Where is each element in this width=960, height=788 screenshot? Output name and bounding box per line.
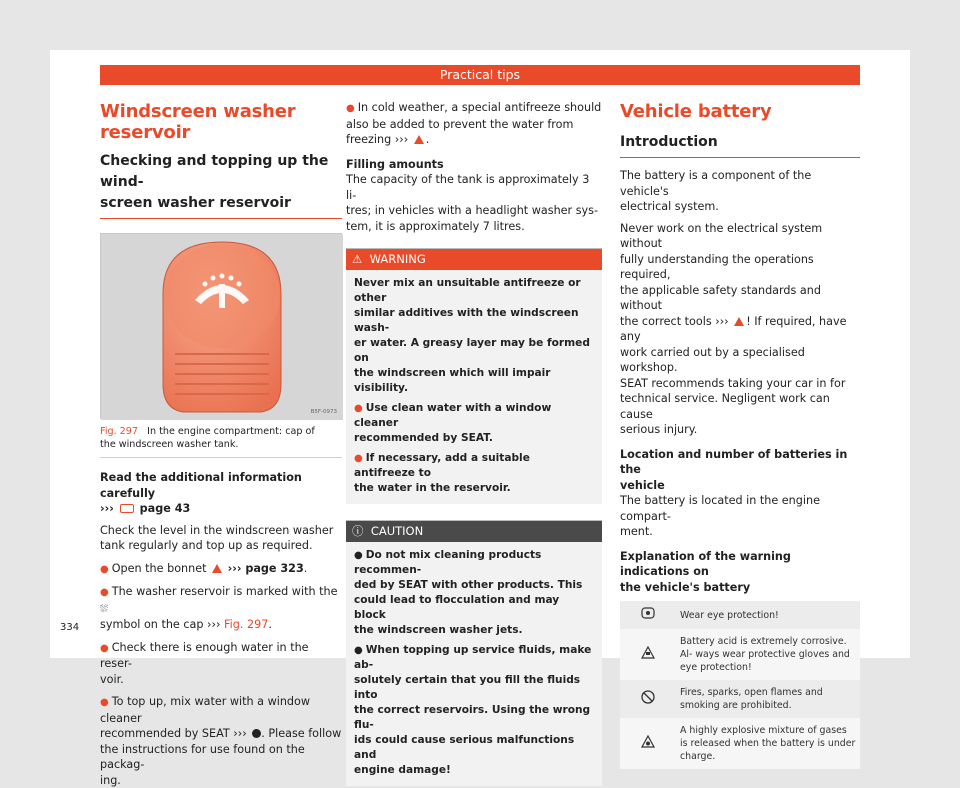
warning-item: ● Use clean water with a window cleaner recommended by SEAT.	[354, 402, 552, 444]
figure-washer-cap	[100, 233, 342, 419]
table-row	[620, 680, 860, 718]
figure-link[interactable]: Fig. 297	[224, 618, 269, 631]
warning-text: Never mix an unsuitable antifreeze or other similar additives with the windscreen wash- er water. A greasy layer may be formed on the windscreen which will impair visibility.	[354, 277, 590, 394]
filling-amounts-title: Filling amounts	[346, 157, 444, 171]
list-item: ● To top up, mix water with a window cleaner recommended by SEAT ››› . Please follow the instructions for use found on the packag- ing.	[100, 695, 342, 787]
warning-triangle-icon	[414, 135, 424, 144]
table-cell: Battery acid is extremely corrosive. Al- ways wear protective gloves and eye protection!	[676, 629, 860, 680]
section-header: Practical tips	[100, 65, 860, 85]
list-item: ● Open the bonnet ››› page 323.	[100, 561, 308, 575]
caution-icon: ⓘ	[352, 524, 364, 538]
section-title-battery: Vehicle battery	[620, 101, 772, 122]
figure-caption	[100, 425, 342, 458]
caution-item: ● Do not mix cleaning products recommen- ded by SEAT with other products. This could lead to flocculation and may block the windscreen washer jets.	[354, 549, 583, 636]
subtitle-line-1: Checking and topping up the wind-	[100, 153, 329, 190]
figure-code: B5F-0973	[310, 409, 337, 415]
warning-header: ⚠ WARNING	[346, 249, 602, 270]
caution-item: ● When topping up service fluids, make ab- solutely certain that you fill the fluids into the correct reservoirs. Using the wrong flu- ids could cause serious malfunctions and engine damage!	[354, 644, 592, 776]
explanation-title: Explanation of the warning indications on the vehicle's battery	[620, 549, 791, 594]
warning-triangle-icon	[734, 317, 744, 326]
caption-line-1: In the engine compartment: cap of	[147, 426, 315, 437]
table-cell: A highly explosive mixture of gases is released when the battery is under charge.	[676, 718, 860, 769]
divider	[100, 218, 342, 219]
section-title-washer: Windscreen washer reservoir	[100, 101, 296, 143]
location-title: Location and number of batteries in the vehicle	[620, 447, 848, 492]
table-row	[620, 629, 860, 680]
caution-box	[346, 520, 602, 786]
figure-label: Fig. 297	[100, 426, 138, 437]
page-number: 334	[60, 622, 80, 633]
divider	[620, 157, 860, 158]
caution-icon	[252, 729, 261, 738]
column-battery	[620, 98, 860, 769]
caption-line-2: the windscreen washer tank.	[100, 439, 239, 450]
read-info: Read the additional information carefully ››› page 43	[100, 471, 302, 515]
list-item: ● Check there is enough water in the reser- voir.	[100, 640, 309, 686]
warning-box	[346, 248, 602, 504]
column-washer	[100, 98, 342, 788]
no-fire-icon	[641, 690, 655, 704]
table-row	[620, 718, 860, 769]
acid-corrosive-icon	[641, 646, 655, 659]
warning-triangle-icon	[212, 564, 222, 573]
table-cell: Wear eye protection!	[676, 601, 860, 629]
safety-text: Never work on the electrical system without fully understanding the operations required, the applicable safety standards and without the correct tools ››› ! If required, have any work carried out by a specialised workshop. SEAT recommends taking your car in for technical service. Negligent work can cause serious injury.	[620, 221, 847, 436]
cold-weather-text: ● In cold weather, a special antifreeze should also be added to prevent the water from freezing ››› .	[346, 101, 602, 146]
filling-amounts-text: The capacity of the tank is approximately 3 li- tres; in vehicles with a headlight washer sys- tem, it is approximately 7 litres.	[346, 173, 599, 233]
explosive-gas-icon	[641, 735, 655, 748]
table-row	[620, 601, 860, 629]
washer-cap-illustration	[101, 234, 343, 420]
subtitle-introduction: Introduction	[620, 134, 718, 150]
washer-symbol-icon: ⛆	[100, 603, 108, 615]
intro-text: The battery is a component of the vehicle's electrical system.	[620, 169, 812, 213]
manual-book-icon	[120, 504, 134, 513]
subtitle-line-2: screen washer reservoir	[100, 195, 291, 211]
list-item: ● The washer reservoir is marked with the ⛆ symbol on the cap ››› Fig. 297.	[100, 585, 338, 631]
location-text: The battery is located in the engine compart- ment.	[620, 494, 820, 538]
table-cell: Fires, sparks, open flames and smoking are prohibited.	[676, 680, 860, 718]
warning-item: ● If necessary, add a suitable antifreeze to the water in the reservoir.	[354, 452, 530, 494]
warning-icon: ⚠	[352, 252, 363, 266]
page-link[interactable]: ››› page 323	[227, 561, 304, 575]
battery-symbol-table	[620, 601, 860, 769]
eye-protection-icon	[641, 607, 655, 619]
caution-header: ⓘ CAUTION	[346, 521, 602, 542]
page	[50, 50, 910, 787]
column-middle	[346, 100, 602, 786]
check-text: Check the level in the windscreen washer tank regularly and top up as required.	[100, 523, 334, 552]
